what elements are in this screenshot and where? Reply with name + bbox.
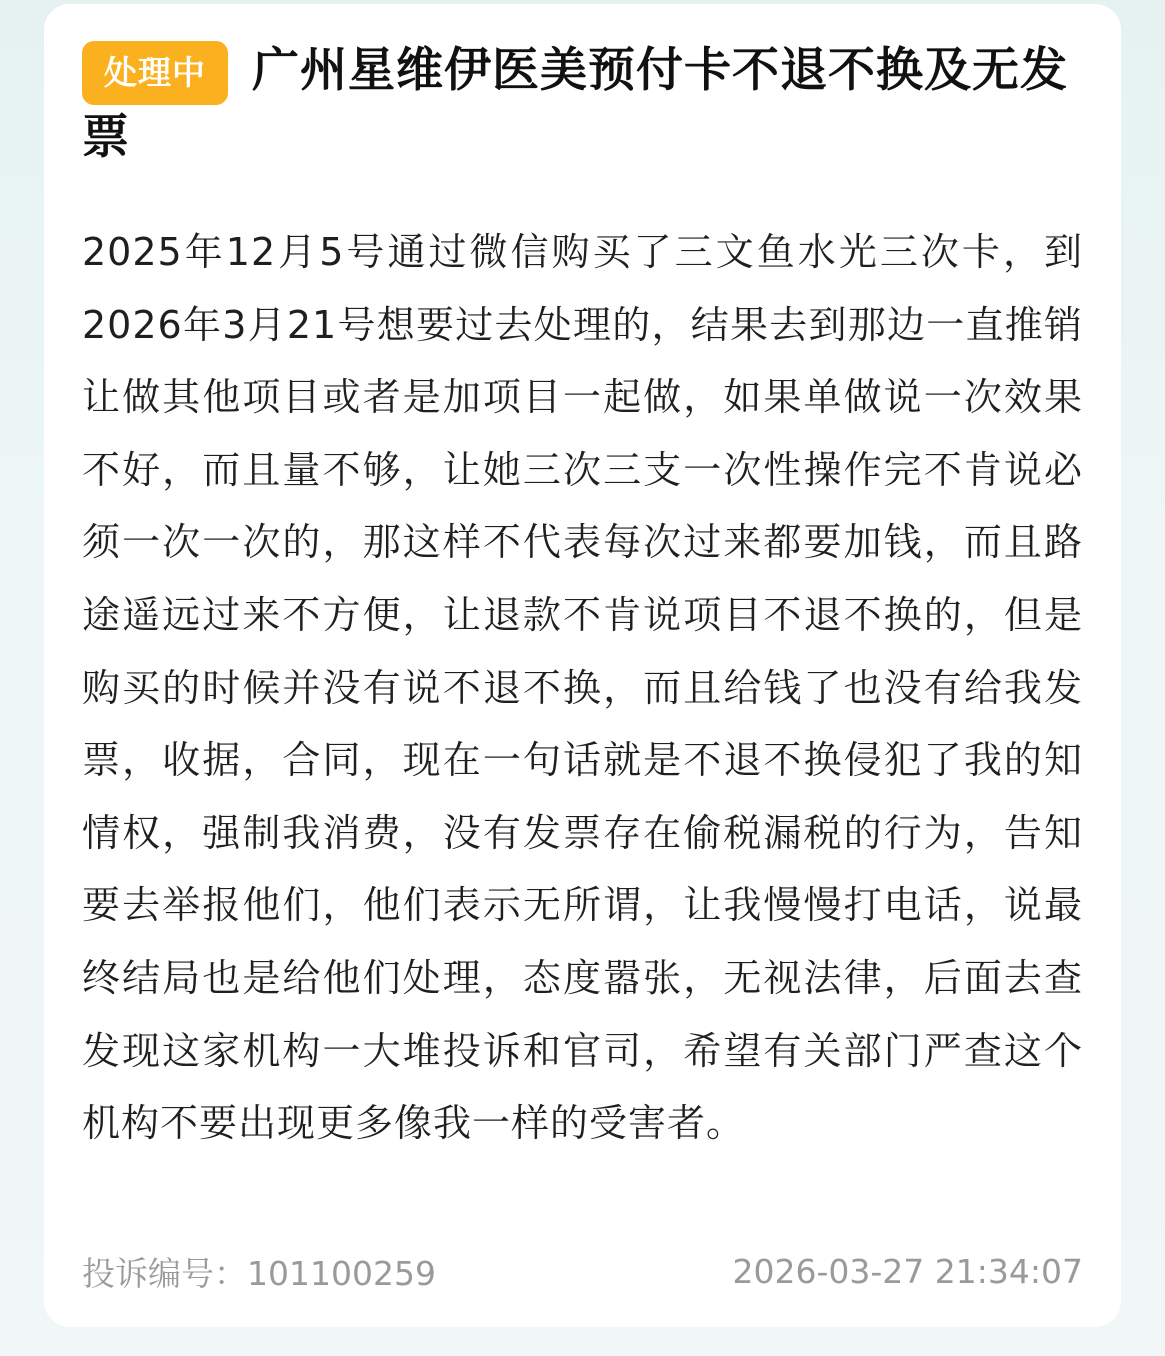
complaint-id [82, 1248, 436, 1295]
complaint-timestamp: 2026-03-27 21:34:07 [732, 1251, 1083, 1291]
complaint-title-text: 广州星维伊医美预付卡不退不换及无发票 [82, 43, 1068, 165]
complaint-body: 2025年12月5号通过微信购买了三文鱼水光三次卡，到2026年3月21号想要过去处理的，结果去到那边一直推销让做其他项目或者是加项目一起做，如果单做说一次效果不好，而且量不够，让她三次三支一次性操作完不肯说必须一次一次的，那这样不代表每次过来都要加钱，而且路途遥远过来不方便，让退款不肯说项目不退不换的，但是购买的时候并没有说不退不换，而且给钱了也没有给我发票，收据，合同，现在一句话就是不退不换侵犯了我的知情权，强制我消费，没有发票存在偷税漏税的行为，告知要去举报他们，他们表示无所谓，让我慢慢打电话，说最终结局也是给他们处理，态度嚣张，无视法律，后面去查发现这家机构一大堆投诉和官司，希望有关部门严查这个机构不要出现更多像我一样的受害者。 [82, 230, 1083, 1146]
complaint-card[interactable] [44, 4, 1121, 1327]
complaint-title [82, 38, 1083, 170]
complaint-id-value: 101100259 [247, 1253, 436, 1293]
status-badge: 处理中 [82, 41, 228, 105]
complaint-id-label: 投诉编号： [82, 1253, 247, 1293]
complaint-footer [82, 1246, 1083, 1296]
